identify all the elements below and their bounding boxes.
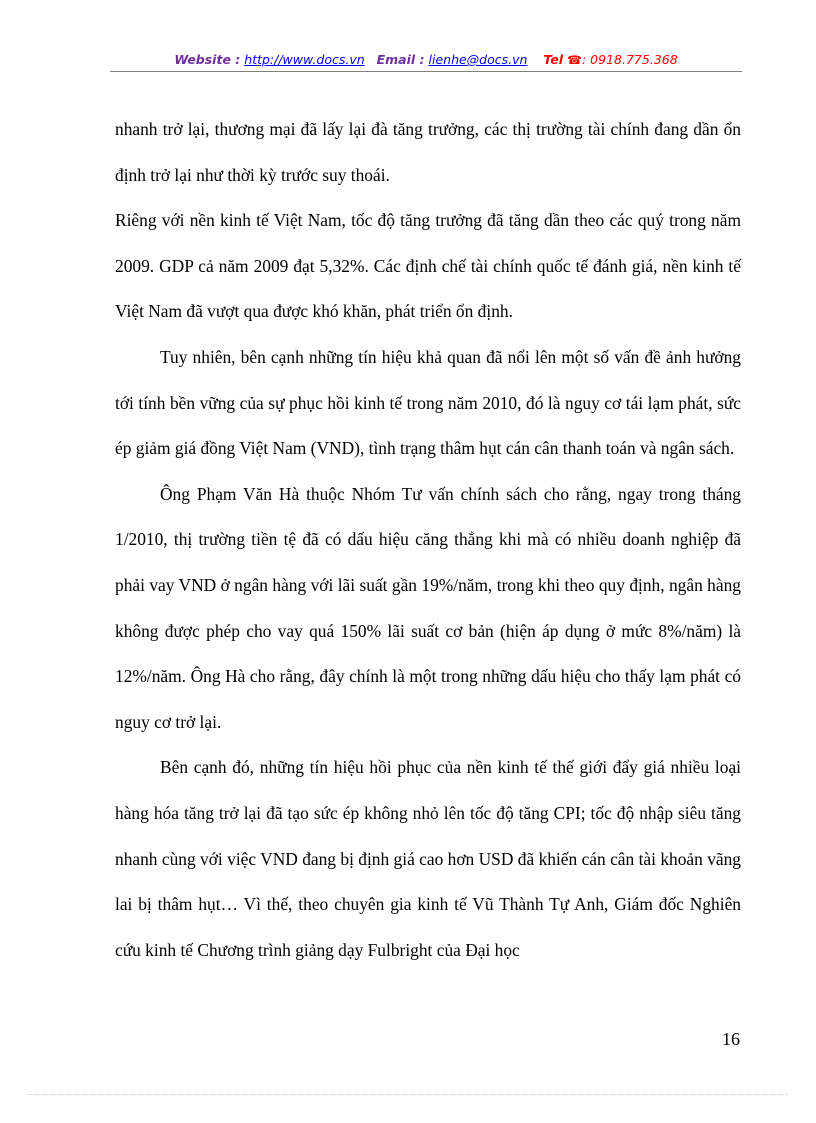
email-link[interactable]: lienhe@docs.vn bbox=[428, 52, 528, 67]
tel-label: Tel bbox=[543, 52, 564, 67]
phone-icon: ☎ bbox=[567, 53, 582, 67]
page-header bbox=[110, 50, 742, 70]
document-body bbox=[115, 107, 741, 973]
tel-value: : 0918.775.368 bbox=[581, 52, 678, 67]
email-label: Email bbox=[376, 52, 416, 67]
paragraph-1: nhanh trở lại, thương mại đã lấy lại đà tăng trưởng, các thị trường tài chính đang dần ổn định trở lại như thời kỳ trước suy thoái. bbox=[115, 119, 741, 185]
header-divider bbox=[110, 71, 742, 72]
website-link[interactable]: http://www.docs.vn bbox=[244, 52, 365, 67]
paragraph-3: Tuy nhiên, bên cạnh những tín hiệu khả quan đã nổi lên một số vấn đề ảnh hưởng tới tính bền vững của sự phục hồi kinh tế trong năm 2010, đó là nguy cơ tái lạm phát, sức ép giảm giá đồng Việt Nam (VND), tình trạng thâm hụt cán cân thanh toán và ngân sách. bbox=[115, 346, 741, 459]
website-label: Website : bbox=[174, 52, 241, 67]
paragraph-2: Riêng với nền kinh tế Việt Nam, tốc độ tăng trưởng đã tăng dần theo các quý trong năm 2009. GDP cả năm 2009 đạt 5,32%. Các định chế tài chính quốc tế đánh giá, nền kinh tế Việt Nam đã vượt qua được khó khăn, phát triển ổn định. bbox=[115, 210, 741, 322]
page-number: 16 bbox=[722, 1029, 740, 1049]
paragraph-5: Bên cạnh đó, những tín hiệu hồi phục của nền kinh tế thế giới đẩy giá nhiều loại hàng hóa tăng trở lại đã tạo sức ép không nhỏ lên tốc độ tăng CPI; tốc độ nhập siêu tăng nhanh cùng với việc VND đang bị định giá cao hơn USD đã khiến cán cân tài khoản vãng lai bị thâm hụt… Vì thế, theo chuyên gia kinh tế Vũ Thành Tự Anh, Giám đốc Nghiên cứu kinh tế Chương trình giảng dạy Fulbright của Đại học bbox=[115, 757, 741, 960]
paragraph-4: Ông Phạm Văn Hà thuộc Nhóm Tư vấn chính sách cho rằng, ngay trong tháng 1/2010, thị trường tiền tệ đã có dấu hiệu căng thẳng khi mà có nhiều doanh nghiệp đã phải vay VND ở ngân hàng với lãi suất gần 19%/năm, trong khi theo quy định, ngân hàng không được phép cho vay quá 150% lãi suất cơ bản (hiện áp dụng ở mức 8%/năm) là 12%/năm. Ông Hà cho rằng, đây chính là một trong những dấu hiệu cho thấy lạm phát có nguy cơ trở lại. bbox=[115, 483, 741, 732]
email-separator: : bbox=[415, 52, 425, 67]
footer-divider bbox=[28, 1094, 788, 1095]
